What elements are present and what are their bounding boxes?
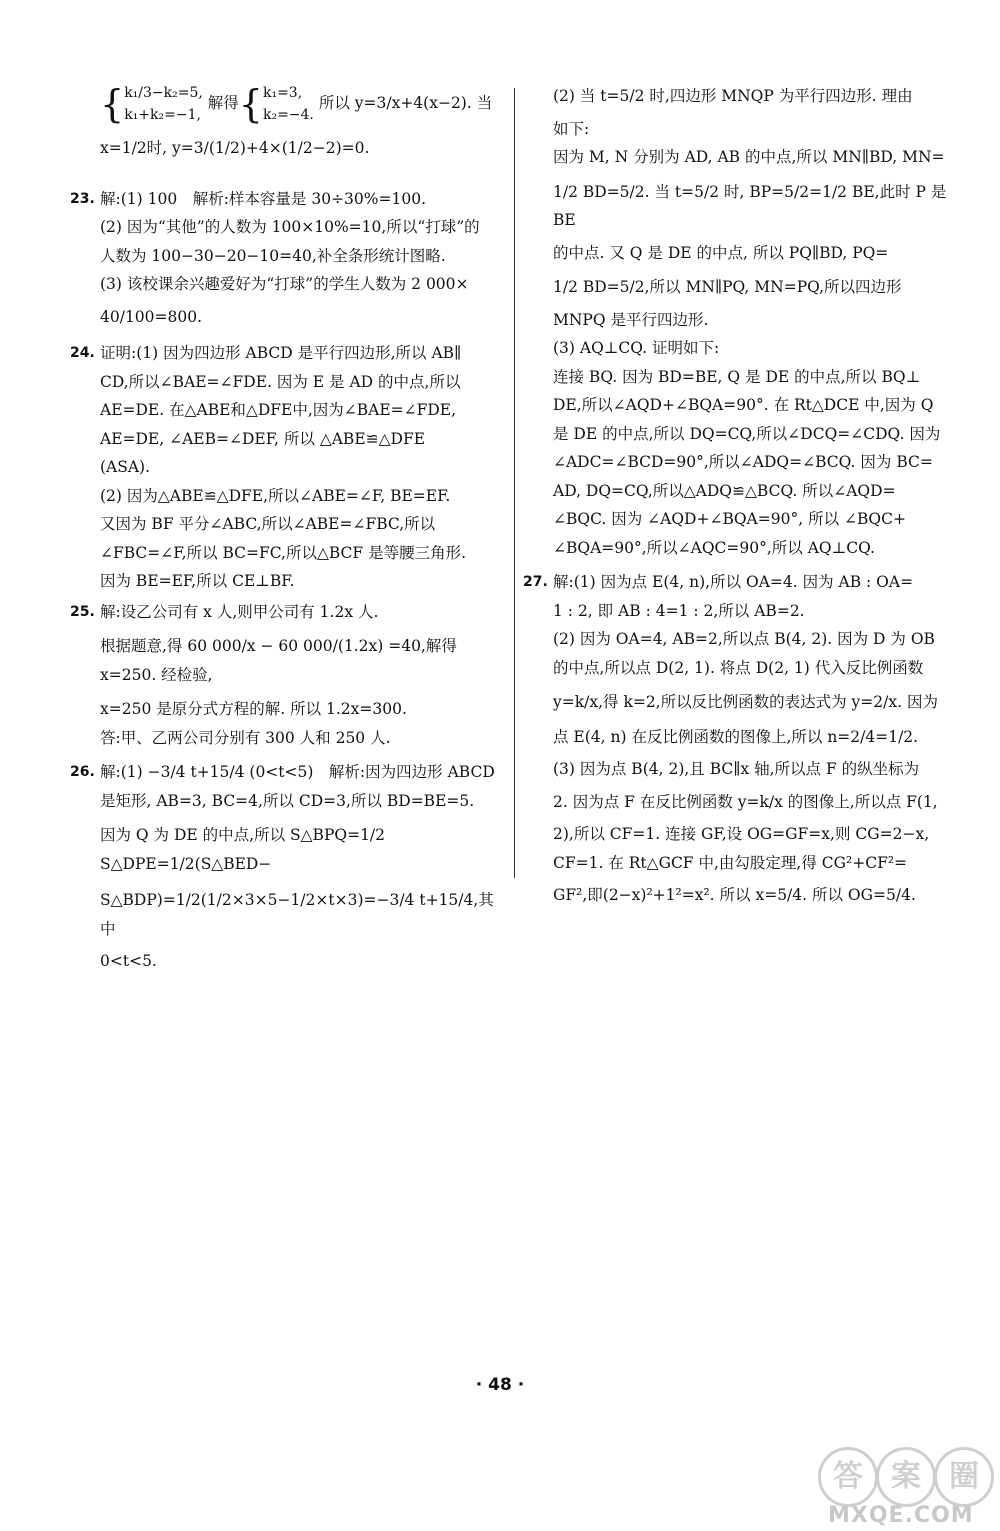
watermark-char-3: 圈 [934,1447,994,1507]
answer-line: 1/2 BD=5/2,所以 MN∥PQ, MN=PQ,所以四边形 [553,278,902,296]
answer-line: 1 : 2, 即 AB : 4=1 : 2,所以 AB=2. [553,601,805,620]
answer-line: (3) AQ⊥CQ. 证明如下: [553,339,720,357]
answer-line: 的中点. 又 Q 是 DE 的中点, 所以 PQ∥BD, PQ= [553,243,889,262]
answer-line: 因为 Q 为 DE 的中点,所以 S△BPQ=1/2 S△DPE=1/2(S△BED− [100,826,386,873]
answer-line: 连接 BQ. 因为 BD=BE, Q 是 DE 的中点,所以 BQ⊥ [553,367,921,386]
system1-line2: k₁+k₂=−1, [124,107,201,123]
watermark-site-text: MXQE.COM [828,1503,974,1528]
answer-line: 因为 BE=EF,所以 CE⊥BF. [100,572,295,590]
answer-line: 证明:(1) 因为四边形 ABCD 是平行四边形,所以 AB∥ [100,344,462,362]
site-watermark-logo [818,1445,993,1527]
question-25 [70,598,500,753]
left-brace: { [238,82,263,126]
answer-line: (2) 因为 OA=4, AB=2,所以点 B(4, 2). 因为 D 为 OB [553,630,935,648]
answer-line: 2),所以 CF=1. 连接 GF,设 OG=GF=x,则 CG=2−x, [553,825,930,843]
answer-line: 如下: [553,119,590,138]
answer-line: 因为 M, N 分别为 AD, AB 的中点,所以 MN∥BD, MN= [553,148,945,166]
answer-line: 解:(1) −3/4 t+15/4 (0<t<5) 解析:因为四边形 ABCD [100,763,495,781]
answer-line: GF²,即(2−x)²+1²=x². 所以 x=5/4. 所以 OG=5/4. [553,886,916,904]
answer-line: ∠BQC. 因为 ∠AQD+∠BQA=90°, 所以 ∠BQC+ [553,510,906,528]
answer-line: 2. 因为点 F 在反比例函数 y=k/x 的图像上,所以点 F(1, [553,792,938,811]
page-number: · 48 · [475,1375,525,1395]
answer-line: 又因为 BF 平分∠ABC,所以∠ABE=∠FBC,所以 [100,515,436,533]
answer-line: 是 DE 的中点,所以 DQ=CQ,所以∠DCQ=∠CDQ. 因为 [553,424,941,443]
answer-line: 答:甲、乙两公司分别有 300 人和 250 人. [100,728,391,747]
equation-system-1 [124,82,203,126]
question-23 [70,185,500,332]
watermark-char-1: 答 [818,1447,878,1507]
column-divider [514,88,515,878]
answer-line: S△BDP)=1/2(1/2×3×5−1/2×t×3)=−3/4 t+15/4,其中 [100,891,494,938]
equation-system-2 [263,82,314,126]
answer-line: 40/100=800. [100,307,203,326]
watermark-char-2: 案 [876,1447,936,1507]
answer-line: ∠FBC=∠F,所以 BC=FC,所以△BCF 是等腰三角形. [100,543,467,562]
answer-line: AE=DE. 在△ABE和△DFE中,因为∠BAE=∠FDE, [100,401,457,419]
answer-line: 解:设乙公司有 x 人,则甲公司有 1.2x 人. [100,602,379,621]
answer-line: y=k/x,得 k=2,所以反比例函数的表达式为 y=2/x. 因为 [553,693,938,711]
left-brace: { [100,82,125,126]
q22-conclusion: 所以 y=3/x+4(x−2). 当 [318,94,493,112]
watermark-circles [818,1445,993,1503]
answer-line: 解:(1) 100 解析:样本容量是 30÷30%=100. [100,189,427,208]
q22-tail [100,82,500,163]
question-number: 26. [70,764,95,780]
left-column [70,82,500,976]
question-26 [70,758,500,976]
answer-line: 的中点,所以点 D(2, 1). 将点 D(2, 1) 代入反比例函数 [553,658,924,677]
answer-line: (2) 因为△ABE≌△DFE,所以∠ABE=∠F, BE=EF. [100,486,451,505]
answer-line: ∠BQA=90°,所以∠AQC=90°,所以 AQ⊥CQ. [553,538,875,557]
answer-line: 人数为 100−30−20−10=40,补全条形统计图略. [100,246,446,265]
answer-line: CF=1. 在 Rt△GCF 中,由勾股定理,得 CG²+CF²= [553,853,908,872]
answer-line: ∠ADC=∠BCD=90°,所以∠ADQ=∠BCQ. 因为 BC= [553,453,933,471]
answer-line: (2) 因为“其他”的人数为 100×10%=10,所以“打球”的 [100,218,480,236]
answer-line: DE,所以∠AQD+∠BQA=90°. 在 Rt△DCE 中,因为 Q [553,396,934,414]
answer-line: CD,所以∠BAE=∠FDE. 因为 E 是 AD 的中点,所以 [100,372,461,391]
answer-line: AE=DE, ∠AEB=∠DEF, 所以 △ABE≌△DFE [100,429,426,448]
answer-line: 1/2 BD=5/2. 当 t=5/2 时, BP=5/2=1/2 BE,此时 P 是 BE [553,182,947,229]
answer-line: (3) 因为点 B(4, 2),且 BC∥x 轴,所以点 F 的纵坐标为 [553,760,920,778]
question-26-continued [553,82,953,562]
answer-line: 点 E(4, n) 在反比例函数的图像上,所以 n=2/4=1/2. [553,727,919,746]
system2-line1: k₁=3, [262,85,303,101]
answer-line: (3) 该校课余兴趣爱好为“打球”的学生人数为 2 000× [100,275,469,293]
answer-line: (ASA). [100,458,151,476]
answer-line: 是矩形, AB=3, BC=4,所以 CD=3,所以 BD=BE=5. [100,791,475,810]
answer-line: AD, DQ=CQ,所以△ADQ≌△BCQ. 所以∠AQD= [553,481,896,500]
question-number: 23. [70,190,95,207]
solve-word: 解得 [207,94,239,112]
answer-line: x=250 是原分式方程的解. 所以 1.2x=300. [100,700,407,718]
question-24 [70,339,500,596]
answer-line: (2) 当 t=5/2 时,四边形 MNQP 为平行四边形. 理由 [553,87,913,105]
q22-line2: x=1/2时, y=3/(1/2)+4×(1/2−2)=0. [100,139,370,157]
answer-line: 0<t<5. [100,952,157,970]
system1-line1: k₁/3−k₂=5, [124,85,203,101]
question-number: 24. [70,345,95,361]
answer-line: 解:(1) 因为点 E(4, n),所以 OA=4. 因为 AB : OA= [553,573,914,591]
question-27 [523,568,953,910]
question-number: 25. [70,603,95,620]
question-number: 27. [523,574,548,590]
answer-line: MNPQ 是平行四边形. [553,310,709,329]
system2-line2: k₂=−4. [262,107,314,123]
right-column [523,82,953,910]
answer-line: 根据题意,得 60 000/x − 60 000/(1.2x) =40,解得 x=250. 经检验, [100,637,457,684]
